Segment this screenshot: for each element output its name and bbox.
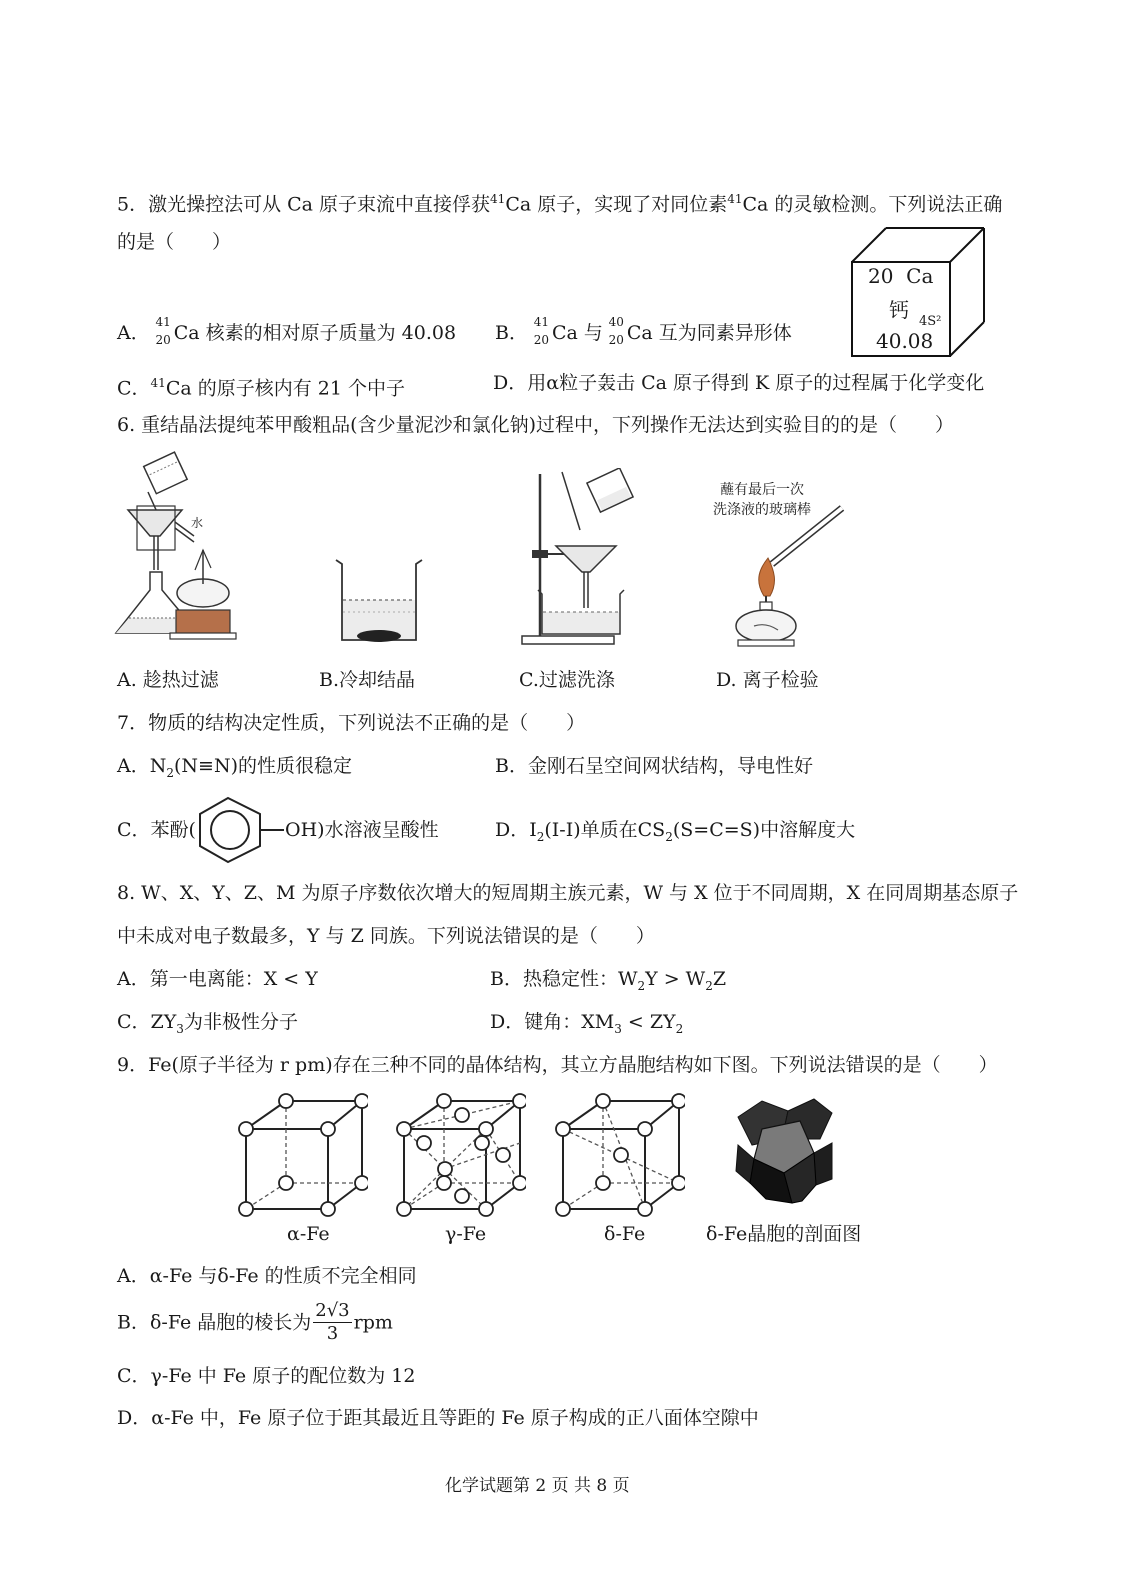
gamma-fe-unit-cell: [396, 1093, 526, 1217]
delta-fe-label: δ-Fe: [604, 1223, 646, 1245]
glass-rod-label: 蘸有最后一次 洗涤液的玻璃棒: [713, 482, 811, 518]
q6-option-b: B.冷却结晶: [319, 669, 416, 691]
q6-option-a: A. 趁热过滤: [117, 669, 219, 691]
q8-option-a: A．第一电离能：X < Y: [117, 968, 318, 990]
q7-option-c-suffix: OH)水溶液呈酸性: [285, 819, 439, 841]
page-footer: 化学试题第 2 页 共 8 页: [445, 1476, 630, 1496]
element-box-mass: 40.08: [876, 329, 934, 353]
q8-option-b: B．热稳定性：$W_2Y > W_2Z$: [490, 968, 727, 993]
q5-option-b: B． 41 20 Ca 与 40 20 Ca 互为同素异形体: [495, 315, 792, 347]
q7-option-d: D．$I_2(I-I)$单质在$CS_2(S=C=S)$中溶解度大: [495, 819, 856, 844]
q9-option-d: D．α-Fe 中，Fe 原子位于距其最近且等距的 Fe 原子构成的正八面体空隙中: [117, 1407, 759, 1429]
q6-option-d: D. 离子检验: [716, 669, 819, 691]
q9-option-c: C．γ-Fe 中 Fe 原子的配位数为 12: [117, 1365, 416, 1387]
delta-fe-section-view: [732, 1095, 838, 1207]
alpha-fe-label: α-Fe: [287, 1223, 330, 1245]
element-box-name: 钙: [889, 298, 909, 322]
alpha-fe-unit-cell: [238, 1093, 368, 1217]
q6-stem: 6. 重结晶法提纯苯甲酸粗品(含少量泥沙和氯化钠)过程中，下列操作无法达到实验目的的是（ ）: [117, 414, 954, 436]
q5-stem-line2: 的是（ ）: [117, 231, 232, 253]
q5-option-a: A． 41 20 Ca 核素的相对原子质量为 40.08: [117, 315, 457, 347]
q7-option-a: A．$N_2(N\equiv N)$的性质很稳定: [117, 755, 352, 780]
element-box-config: 4S²: [919, 314, 942, 329]
q9-stem: 9．Fe(原子半径为 r pm)存在三种不同的晶体结构，其立方晶胞结构如下图。下列说法错误的是（ ）: [117, 1054, 998, 1076]
gamma-fe-label: γ-Fe: [445, 1223, 487, 1245]
q8-option-d: D．键角：$XM_3 < ZY_2$: [490, 1011, 684, 1036]
q5-stem-line1: 5．激光操控法可从 Ca 原子束流中直接俘获$^{41}$Ca 原子，实现了对同位素$^{41}$Ca 的灵敏检测。下列说法正确: [117, 192, 1003, 216]
element-box-number-symbol: 20 Ca: [868, 264, 934, 288]
q9-option-a: A．α-Fe 与δ-Fe 的性质不完全相同: [117, 1265, 417, 1287]
q5-option-d: D．用α粒子轰击 Ca 原子得到 K 原子的过程属于化学变化: [493, 372, 985, 394]
hot-filtration-apparatus: [110, 450, 250, 645]
q5-option-c: C．$^{41}$Ca 的原子核内有 21 个中子: [117, 376, 405, 400]
benzene-ring-structure: [196, 794, 286, 866]
water-label: 水: [191, 516, 204, 530]
cooling-crystallization-beaker: [330, 556, 426, 646]
q7-option-c-prefix: C．苯酚(: [117, 819, 196, 841]
q6-option-c: C.过滤洗涤: [519, 669, 615, 691]
q8-stem-line1: 8. W、X、Y、Z、M 为原子序数依次增大的短周期主族元素，W 与 X 位于不同周期，X 在同周期基态原子: [117, 882, 1019, 904]
q8-stem-line2: 中未成对电子数最多，Y 与 Z 同族。下列说法错误的是（ ）: [117, 925, 655, 947]
delta-fe-section-label: δ-Fe晶胞的剖面图: [706, 1223, 862, 1245]
q7-option-b: B．金刚石呈空间网状结构，导电性好: [495, 755, 813, 777]
q9-option-b: B．δ-Fe 晶胞的棱长为 $\frac{2√3}{3}$ rpm: [117, 1300, 393, 1344]
ion-test-apparatus: [724, 498, 854, 650]
q7-stem: 7．物质的结构决定性质，下列说法不正确的是（ ）: [117, 712, 586, 734]
delta-fe-unit-cell: [555, 1093, 685, 1217]
filtration-washing-apparatus: [518, 468, 664, 646]
q8-option-c: C．$ZY_3$为非极性分子: [117, 1011, 298, 1036]
